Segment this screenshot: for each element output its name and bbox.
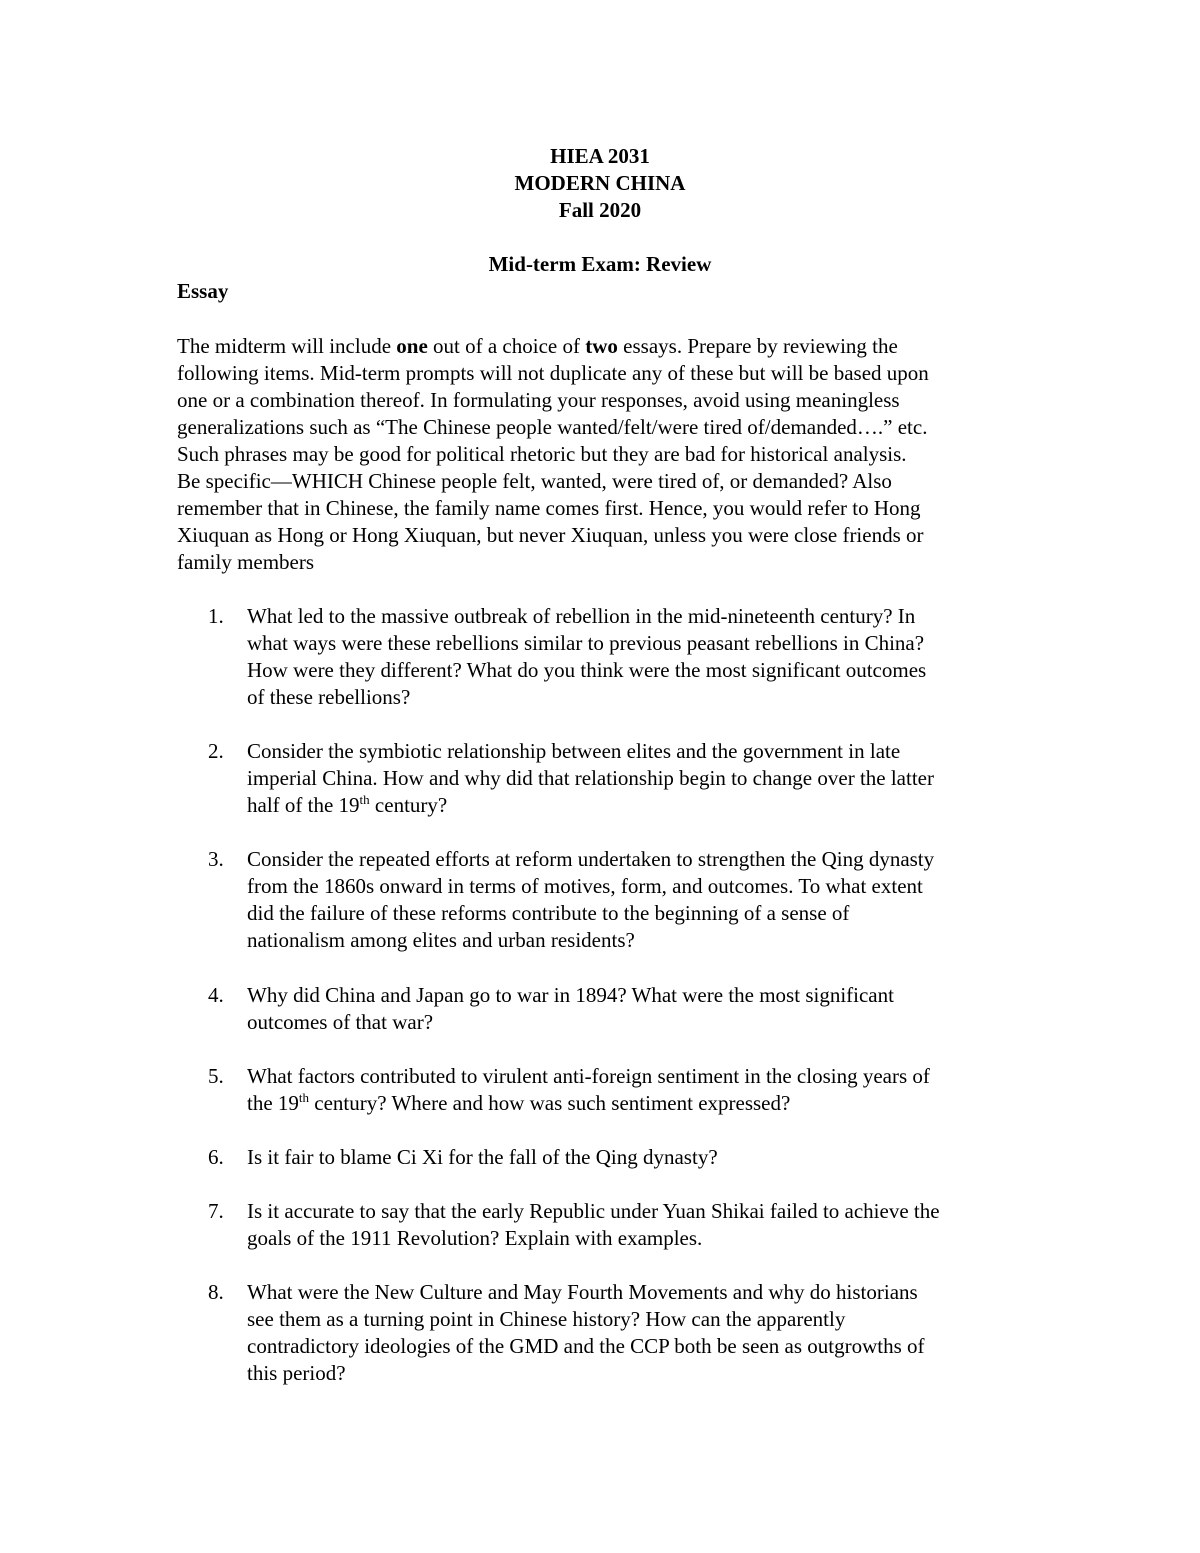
question-number: 7. (208, 1199, 224, 1223)
intro-text: out of a choice of (427, 334, 586, 358)
intro-line (177, 333, 1037, 360)
question-line: nationalism among elites and urban residents? (247, 928, 635, 952)
question-line: what ways were these rebellions similar to previous peasant rebellions in China? (247, 631, 925, 655)
question-text (247, 1198, 1047, 1252)
question-line: Why did China and Japan go to war in 1894? What were the most significant (247, 983, 894, 1007)
question-text-run: century? Where and how was such sentiment expressed? (309, 1091, 791, 1115)
question-text (247, 603, 1047, 711)
question-line: What factors contributed to virulent anti-foreign sentiment in the closing years of (247, 1064, 930, 1088)
question-number: 8. (208, 1280, 224, 1304)
question-number: 5. (208, 1064, 224, 1088)
question-line (247, 1090, 1047, 1117)
question-line: imperial China. How and why did that relationship begin to change over the latter (247, 766, 934, 790)
intro-line: generalizations such as “The Chinese people wanted/felt/were tired of/demanded….” etc. (177, 415, 928, 439)
question-line: Is it fair to blame Ci Xi for the fall of the Qing dynasty? (247, 1145, 718, 1169)
intro-line: family members (177, 550, 315, 574)
question-line: Consider the symbiotic relationship between elites and the government in late (247, 739, 901, 763)
intro-paragraph (177, 333, 1037, 576)
question-number: 4. (208, 983, 224, 1007)
question-text (247, 738, 1047, 819)
intro-emphasis: two (585, 334, 618, 358)
document-header (0, 143, 1200, 224)
intro-text: The midterm will include (177, 334, 397, 358)
section-label: Essay (177, 279, 229, 303)
intro-line: Be specific—WHICH Chinese people felt, wanted, were tired of, or demanded? Also (177, 469, 892, 493)
document-subtitle: Mid-term Exam: Review (488, 252, 712, 276)
intro-line: Xiuquan as Hong or Hong Xiuquan, but never Xiuquan, unless you were close friends or (177, 523, 924, 547)
question-text (247, 1063, 1047, 1117)
question-line: this period? (247, 1361, 346, 1385)
question-text-run: half of the 19 (247, 793, 360, 817)
question-number: 6. (208, 1145, 224, 1169)
question-line: outcomes of that war? (247, 1010, 434, 1034)
question-line: What led to the massive outbreak of rebellion in the mid-nineteenth century? In (247, 604, 916, 628)
intro-emphasis: one (396, 334, 428, 358)
question-number: 1. (208, 604, 224, 628)
question-number: 3. (208, 847, 224, 871)
course-term: Fall 2020 (558, 198, 642, 222)
question-text (247, 982, 1047, 1036)
question-line: of these rebellions? (247, 685, 411, 709)
question-text (247, 1144, 1047, 1171)
intro-line: remember that in Chinese, the family name comes first. Hence, you would refer to Hong (177, 496, 921, 520)
question-line: What were the New Culture and May Fourth Movements and why do historians (247, 1280, 918, 1304)
intro-line: following items. Mid-term prompts will not duplicate any of these but will be based upon (177, 361, 929, 385)
question-text-run: century? (369, 793, 448, 817)
question-line: contradictory ideologies of the GMD and the CCP both be seen as outgrowths of (247, 1334, 925, 1358)
question-line: How were they different? What do you think were the most significant outcomes (247, 658, 927, 682)
question-line: see them as a turning point in Chinese history? How can the apparently (247, 1307, 846, 1331)
intro-line: one or a combination thereof. In formulating your responses, avoid using meaningless (177, 388, 900, 412)
question-line: Consider the repeated efforts at reform undertaken to strengthen the Qing dynasty (247, 847, 935, 871)
question-text-run: the 19 (247, 1091, 299, 1115)
question-text (247, 846, 1047, 954)
question-text (247, 1279, 1047, 1387)
question-line: Is it accurate to say that the early Republic under Yuan Shikai failed to achieve the (247, 1199, 940, 1223)
question-line: did the failure of these reforms contribute to the beginning of a sense of (247, 901, 850, 925)
ordinal-superscript: th (359, 792, 370, 807)
question-line: from the 1860s onward in terms of motives, form, and outcomes. To what extent (247, 874, 923, 898)
intro-line: Such phrases may be good for political rhetoric but they are bad for historical analysis. (177, 442, 907, 466)
course-code: HIEA 2031 (550, 144, 650, 168)
question-number: 2. (208, 739, 224, 763)
course-name: MODERN CHINA (514, 171, 686, 195)
question-line: goals of the 1911 Revolution? Explain with examples. (247, 1226, 703, 1250)
ordinal-superscript: th (298, 1090, 310, 1105)
intro-text: essays. Prepare by reviewing the (617, 334, 898, 358)
question-line (247, 792, 1047, 819)
